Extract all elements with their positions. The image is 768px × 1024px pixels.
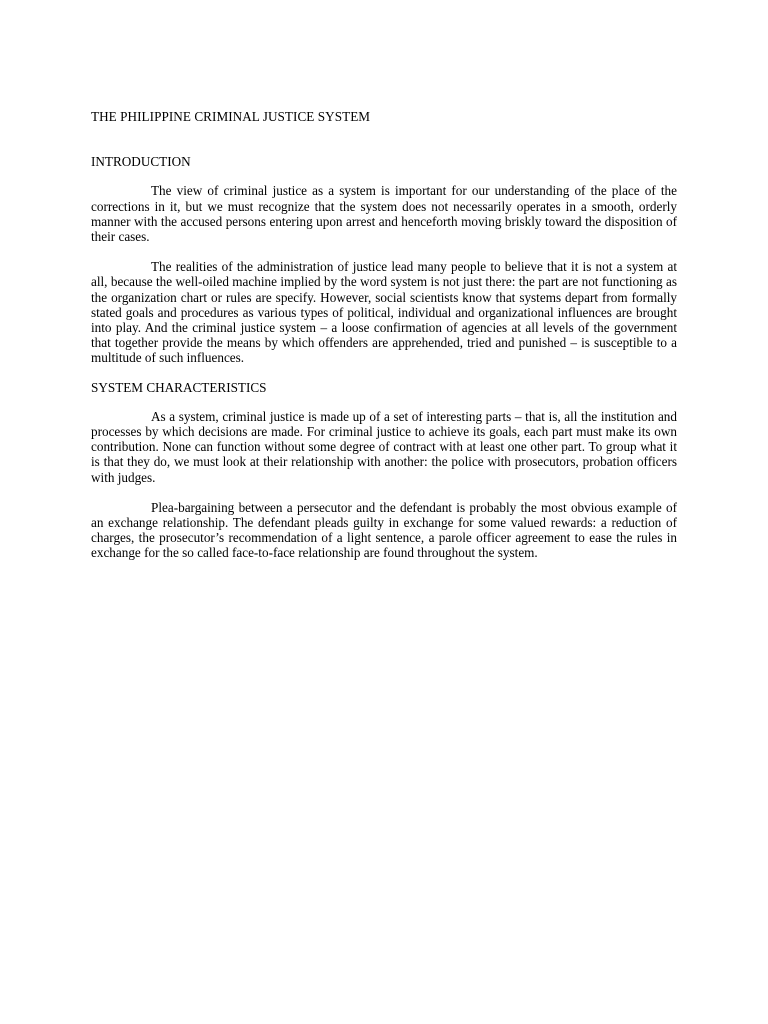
introduction-paragraph-2: The realities of the administration of justice lead many people to believe that it is not a system at all, because the well-oiled machine implied by the word system is not just there: the part are not functioning as the organization chart or rules are specify. However, social scientists know that systems depart from formally stated goals and procedures as various types of political, individual and organizational influences are brought into play. And the criminal justice system – a loose confirmation of agencies at all levels of the government that together provide the means by which offenders are apprehended, tried and punished – is susceptible to a multitude of such influences. xyxy=(91,259,677,366)
system-characteristics-paragraph-1: As a system, criminal justice is made up of a set of interesting parts – that is, all the institution and processes by which decisions are made. For criminal justice to achieve its goals, each part must make its own contribution. None can function without some degree of contract with at least one other part. To group what it is that they do, we must look at their relationship with another: the police with prosecutors, probation officers with judges. xyxy=(91,408,677,485)
introduction-section xyxy=(91,154,677,365)
system-characteristics-heading: SYSTEM CHARACTERISTICS xyxy=(91,379,267,395)
document-title: THE PHILIPPINE CRIMINAL JUSTICE SYSTEM xyxy=(91,109,371,124)
document-body xyxy=(91,109,677,561)
system-characteristics-paragraph-2: Plea-bargaining between a persecutor and the defendant is probably the most obvious example of an exchange relationship. The defendant pleads guilty in exchange for some valued rewards: a reduction of charges, the prosecutor’s recommendation of a light sentence, a parole officer agreement to ease the rules in exchange for the so called face-to-face relationship are found throughout the system. xyxy=(91,499,677,561)
introduction-heading: INTRODUCTION xyxy=(91,154,191,170)
system-characteristics-section xyxy=(91,380,677,561)
introduction-paragraph-1: The view of criminal justice as a system is important for our understanding of the place of the corrections in it, but we must recognize that the system does not necessarily operates in a smooth, orderly manner with the accused persons entering upon arrest and henceforth moving briskly toward the disposition of their cases. xyxy=(91,183,677,245)
